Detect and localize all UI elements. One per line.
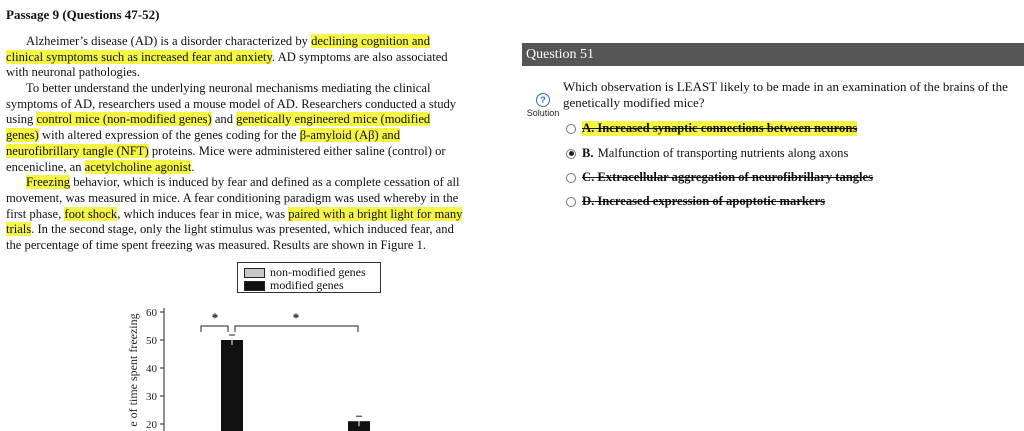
question-stem: Which observation is LEAST likely to be made in an examination of the brains of the genetically modified mice? [563,79,1008,110]
passage-text-segment: . AD symptoms are also associated [272,49,448,64]
passage-text-segment: behavior, which is induced by fear and defined as a complete cessation of all [70,175,460,190]
passage-text-segment: with neuronal pathologies. [6,65,140,80]
highlighted-text: foot shock [64,206,118,221]
radio-option-b[interactable] [566,149,576,159]
highlighted-text: genes) [6,128,39,143]
passage-text-segment: , which induces fear in mice, was [117,206,289,221]
passage-text-segment: To better understand the underlying neuronal mechanisms mediating the clinical [26,81,431,96]
answer-label-d: Increased expression of apoptotic markers [597,194,826,208]
answer-letter-b: B. [582,146,594,160]
answer-letter-c: C. [582,170,595,184]
solution-button[interactable] [525,93,561,118]
answer-letter-a: A. [582,121,595,135]
passage-text-segment: Alzheimer’s disease (AD) is a disorder characterized by [26,34,312,48]
legend-label-non-modified: non-modified genes [270,265,366,279]
radio-option-d[interactable] [566,197,576,207]
highlighted-text: genetically engineered mice (modified [236,112,431,127]
question-header: Question 51 [522,43,1024,66]
passage-title: Passage 9 (Questions 47-52) [6,7,160,22]
radio-option-c[interactable] [566,173,576,183]
answer-text-a [582,121,857,136]
answer-option-c[interactable] [566,170,873,185]
question-pane [522,0,1024,431]
y-tick-label: 60 [146,307,157,319]
answer-option-a[interactable] [566,121,857,136]
significance-asterisk: * [292,310,300,325]
answer-text-d [582,194,825,209]
highlighted-text: acetylcholine agonist [84,159,192,174]
answer-label-c: Extracellular aggregation of neurofibrillary tangles [597,170,874,184]
significance-asterisk: * [211,310,219,325]
y-axis-label: e of time spent freezing [126,313,140,427]
y-tick-label: 30 [146,391,157,403]
highlighted-text: clinical symptoms such as increased fear and anxiety [6,49,273,64]
legend-swatch-modified [244,281,265,291]
answer-option-d[interactable] [566,194,825,209]
answer-text-c [582,170,873,185]
passage-text-segment: movement, was measured in mice. A fear conditioning paradigm was used whereby in the [6,190,459,205]
highlighted-text: control mice (non-modified genes) [36,112,212,127]
significance-bracket [235,326,358,332]
answer-label-b: Malfunction of transporting nutrients along axons [597,146,849,160]
y-tick-label: 40 [146,363,157,375]
answer-option-b[interactable] [566,146,848,161]
passage-text-segment: . In the second stage, only the light stimulus was presented, which induced fear, and [31,222,454,237]
passage-text-segment: and [211,112,237,127]
answer-letter-d: D. [582,194,595,208]
highlighted-text: paired with a bright light for many [288,206,463,221]
passage-text-segment: symptoms of AD, researchers used a mouse model of AD. Researchers conducted a study [6,96,457,111]
highlighted-text: trials [6,222,32,237]
highlighted-text: Freezing [26,175,71,190]
passage-text-segment: encenicline, an [6,159,85,174]
legend-item-modified [244,278,344,293]
highlighted-text: neurofibrillary tangle (NFT) [6,143,149,158]
passage-text-segment: with altered expression of the genes coding for the [38,128,300,143]
legend-swatch-non-modified [244,268,265,278]
significance-bracket [201,326,228,332]
solution-label: Solution [526,108,560,118]
passage-text-segment: using [6,112,37,127]
chart-legend [237,262,381,293]
y-tick-label: 50 [146,335,157,347]
passage-text-segment: first phase, [6,206,65,221]
passage-text-segment: the percentage of time spent freezing was measured. Results are shown in Figure 1. [6,237,427,252]
bar-modified-genes [221,340,243,431]
highlighted-text: declining cognition and [311,34,431,48]
passage-text-segment: . [191,159,195,174]
legend-label-modified: modified genes [270,278,344,292]
help-icon: ? [536,93,550,107]
radio-option-a[interactable] [566,124,576,134]
passage-text-segment: proteins. Mice were administered either saline (control) or [148,143,446,158]
answer-label-a: Increased synaptic connections between neurons [597,121,858,135]
highlighted-text: β-amyloid (Aβ) and [299,128,401,143]
y-tick-label: 20 [146,419,157,431]
